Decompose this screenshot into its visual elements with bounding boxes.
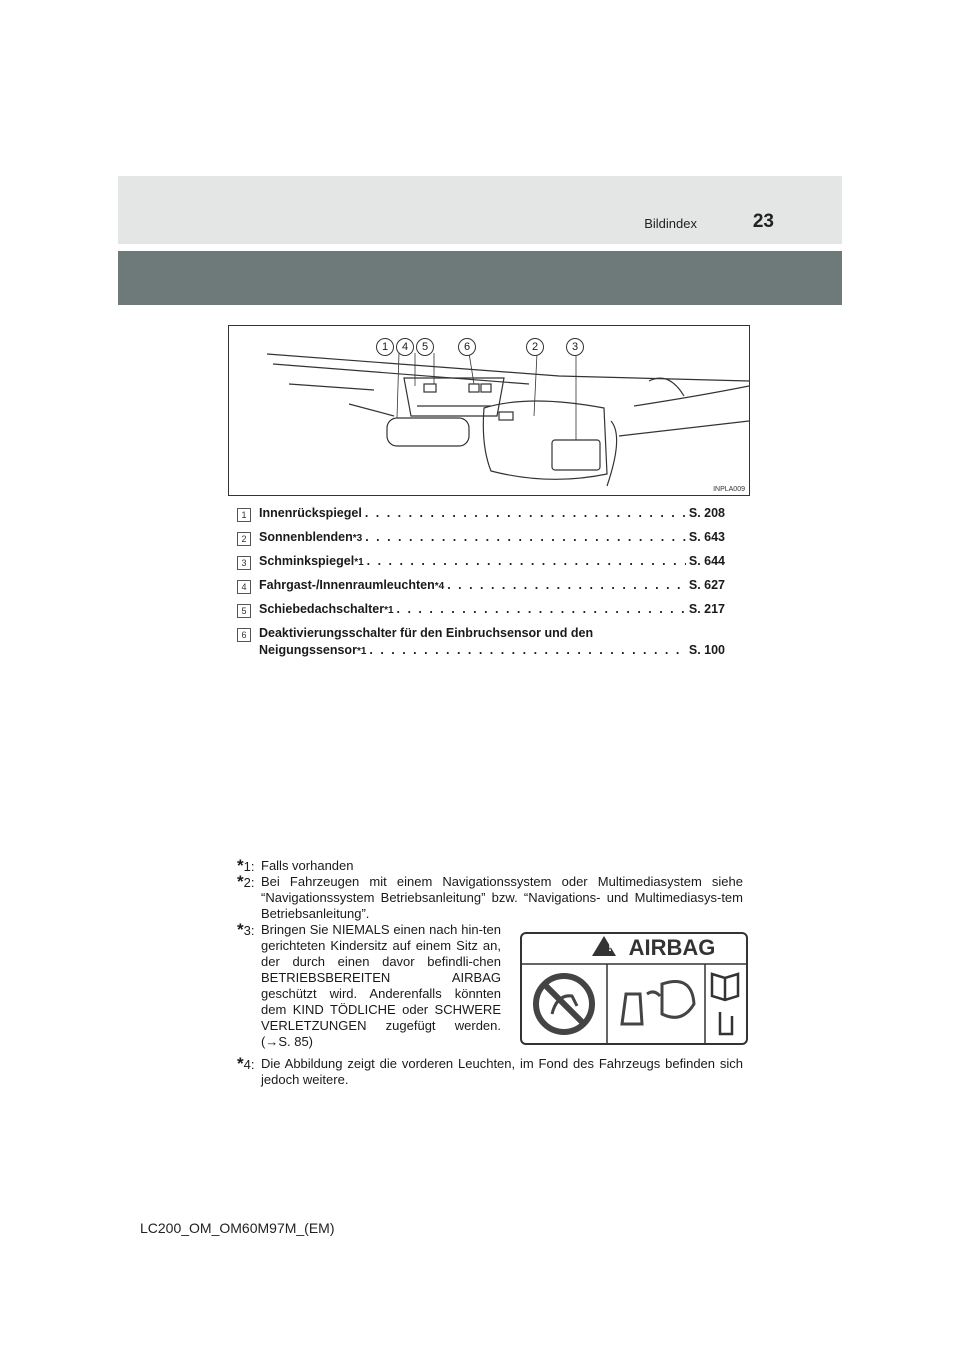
page-number: 23: [752, 211, 774, 232]
item-number: 1: [237, 508, 251, 522]
item-label: Innenrückspiegel: [259, 506, 362, 520]
read-manual-icon: [712, 974, 738, 1034]
footnote-2: *2: Bei Fahrzeugen mit einem Navigationssystem oder Multimediasystem siehe “Navigationssystem Betriebsanleitung” bzw. “Navigations- und Multimediasys-tem Betriebsanleitung”.: [237, 872, 743, 921]
title-bar: [118, 251, 842, 305]
item-footnote-ref: *3: [352, 533, 363, 544]
item-footnote-ref: *1: [354, 557, 364, 568]
list-item: [237, 578, 725, 602]
section-name: Bildindex: [644, 216, 697, 231]
page-link[interactable]: S. 217: [688, 602, 725, 616]
list-item: [237, 506, 725, 530]
doc-code: LC200_OM_OM60M97M_(EM): [140, 1220, 335, 1236]
airbag-pictograms: [522, 934, 746, 1043]
page-link[interactable]: S. 208: [688, 506, 725, 520]
item-number: 6: [237, 628, 251, 642]
airbag-warning-label: [520, 932, 748, 1045]
page-link[interactable]: S. 643: [688, 530, 725, 544]
callout-6: 6: [458, 338, 476, 356]
callout-2: 2: [526, 338, 544, 356]
page-link[interactable]: S. 644: [688, 554, 725, 568]
callout-group: [376, 338, 596, 358]
list-item: [237, 530, 725, 554]
item-label: Sonnenblenden: [259, 530, 353, 544]
callout-4: 4: [396, 338, 414, 356]
item-number: 3: [237, 556, 251, 570]
airbag-title: AIRBAG: [628, 935, 716, 960]
callout-1: 1: [376, 338, 394, 356]
item-label: Schiebedachschalter: [259, 602, 385, 616]
item-label: Schminkspiegel: [259, 554, 355, 568]
no-rear-facing-seat-icon: [536, 976, 592, 1032]
item-footnote-ref: *1: [384, 605, 394, 616]
list-item: [237, 602, 725, 626]
svg-text:!: !: [608, 939, 612, 954]
parts-list: [237, 506, 725, 657]
footnote-1: *1: Falls vorhanden: [237, 856, 354, 875]
item-label-line2: Neigungssensor: [259, 643, 357, 657]
item-label-line1: Deaktivierungsschalter für den Einbruchsensor und den: [259, 626, 594, 640]
item-label: Fahrgast-/Innenraumleuchten: [259, 578, 435, 592]
item-footnote-ref: *1: [356, 646, 367, 657]
item-number: 2: [237, 532, 251, 546]
list-item: [237, 626, 725, 657]
illustration-code: INPLA009: [713, 486, 745, 493]
airbag-deploy-icon: [622, 982, 694, 1025]
list-item: [237, 554, 725, 578]
callout-5: 5: [416, 338, 434, 356]
item-number: 5: [237, 604, 251, 618]
header-band: [118, 176, 842, 244]
warning-icon: [592, 936, 616, 956]
page-link[interactable]: S. 627: [688, 578, 725, 592]
item-number: 4: [237, 580, 251, 594]
page-link[interactable]: S. 100: [688, 643, 725, 657]
footnote-3: *3: Bringen Sie NIEMALS einen nach hin-ten gerichteten Kindersitz auf einem Sitz an, der durch einen davor befindli-chen BETRIEBSBEREITEN AIRBAG geschützt wird. Anderenfalls könnten dem KIND TÖDLICHE oder SCHWERE VERLETZUNGEN zugefügt werden. (→S. 85): [237, 920, 501, 1049]
callout-3: 3: [566, 338, 584, 356]
footnote-4: *4: Die Abbildung zeigt die vorderen Leuchten, im Fond des Fahrzeugs befinden sich jedoch weitere.: [237, 1054, 743, 1087]
item-footnote-ref: *4: [434, 581, 445, 592]
